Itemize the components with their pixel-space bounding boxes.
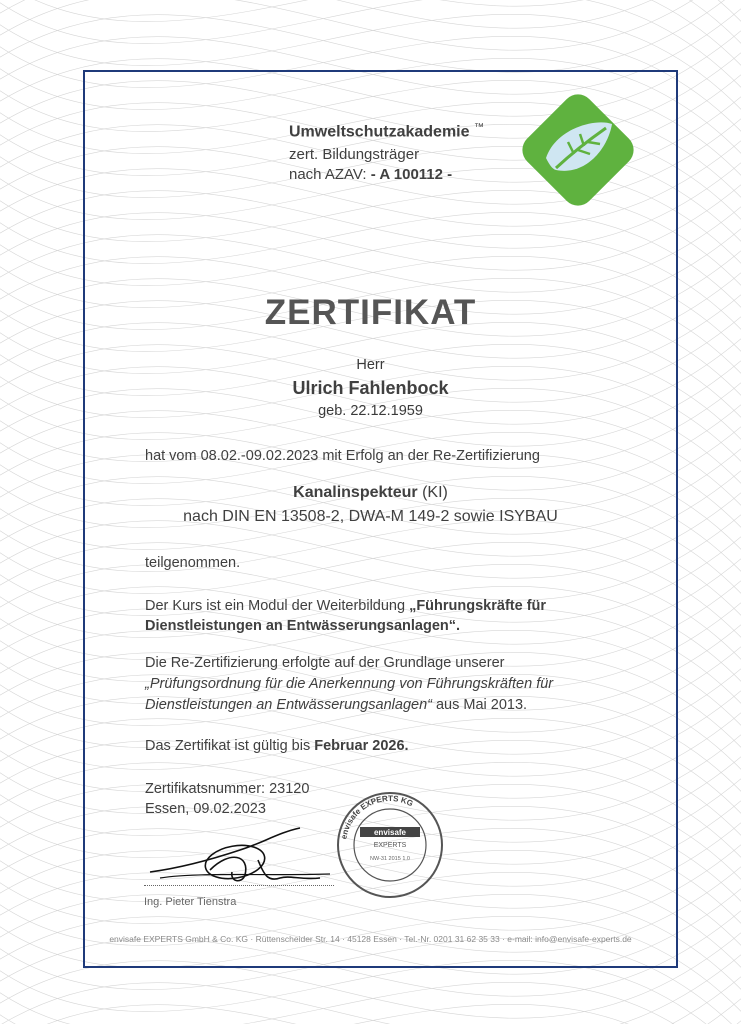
recipient-birthdate: geb. 22.12.1959: [318, 403, 423, 419]
module-title-part-2: Dienstleistungen an Entwässerungsanlagen“.: [145, 618, 461, 634]
module-title-part-1: „Führungskräfte für: [409, 598, 547, 614]
azav-code: - A 100112 -: [370, 166, 453, 183]
certificate-title: ZERTIFIKAT: [264, 293, 477, 332]
basis-line-1: Die Re-Zertifizierung erfolgte auf der Grundlage unserer: [145, 655, 505, 671]
trademark-symbol: ™: [473, 122, 484, 133]
signature-line: [144, 885, 334, 886]
module-line-1: Der Kurs ist ein Modul der Weiterbildung „Führungskräfte für: [145, 598, 547, 614]
place-and-date: Essen, 09.02.2023: [145, 801, 266, 817]
basis-regulation-part-2: Dienstleistungen an Entwässerungsanlagen“: [145, 697, 432, 713]
certificate-number: Zertifikatsnummer: 23120: [145, 781, 310, 797]
organization-accreditation: zert. Bildungsträger: [289, 146, 420, 163]
handwritten-signature: [140, 820, 340, 890]
participation-text: teilgenommen.: [145, 555, 241, 571]
basis-regulation-part-1: „Prüfungsordnung für die Anerkennung von Führungskräften für: [145, 676, 554, 692]
organization-name: Umweltschutzakademie ™: [289, 122, 484, 141]
basis-line-3: Dienstleistungen an Entwässerungsanlagen“ aus Mai 2013.: [145, 697, 528, 713]
validity-date: Februar 2026.: [314, 738, 409, 754]
recipient-salutation: Herr: [356, 357, 385, 373]
svg-text:NW-31 2015 1.0: NW-31 2015 1.0: [370, 856, 410, 862]
company-stamp: [330, 790, 450, 900]
footer-contact: envisafe EXPERTS GmbH & Co. KG · Rüttenscheider Str. 14 · 45128 Essen · Tel.-Nr. 0201 31 62 35 33 · e-mail: info@envisafe-experts.de: [109, 934, 632, 944]
signatory-name: Ing. Pieter Tienstra: [144, 896, 237, 908]
validity-line: Das Zertifikat ist gültig bis Februar 2026.: [145, 738, 409, 754]
course-abbreviation: (KI): [417, 484, 448, 501]
svg-text:EXPERTS: EXPERTS: [373, 842, 407, 849]
svg-text:envisafe EXPERTS KG: envisafe EXPERTS KG: [339, 793, 415, 840]
organization-azav: nach AZAV: - A 100112 -: [289, 166, 453, 183]
course-name: Kanalinspekteur: [293, 484, 418, 501]
course-intro: hat vom 08.02.-09.02.2023 mit Erfolg an der Re-Zertifizierung: [145, 448, 540, 464]
course-title: [0, 484, 741, 502]
leaf-logo-icon: [516, 88, 640, 212]
recipient-name: Ulrich Fahlenbock: [292, 378, 449, 398]
svg-text:envisafe: envisafe: [373, 828, 407, 837]
course-norm: nach DIN EN 13508-2, DWA-M 149-2 sowie ISYBAU: [183, 508, 558, 525]
